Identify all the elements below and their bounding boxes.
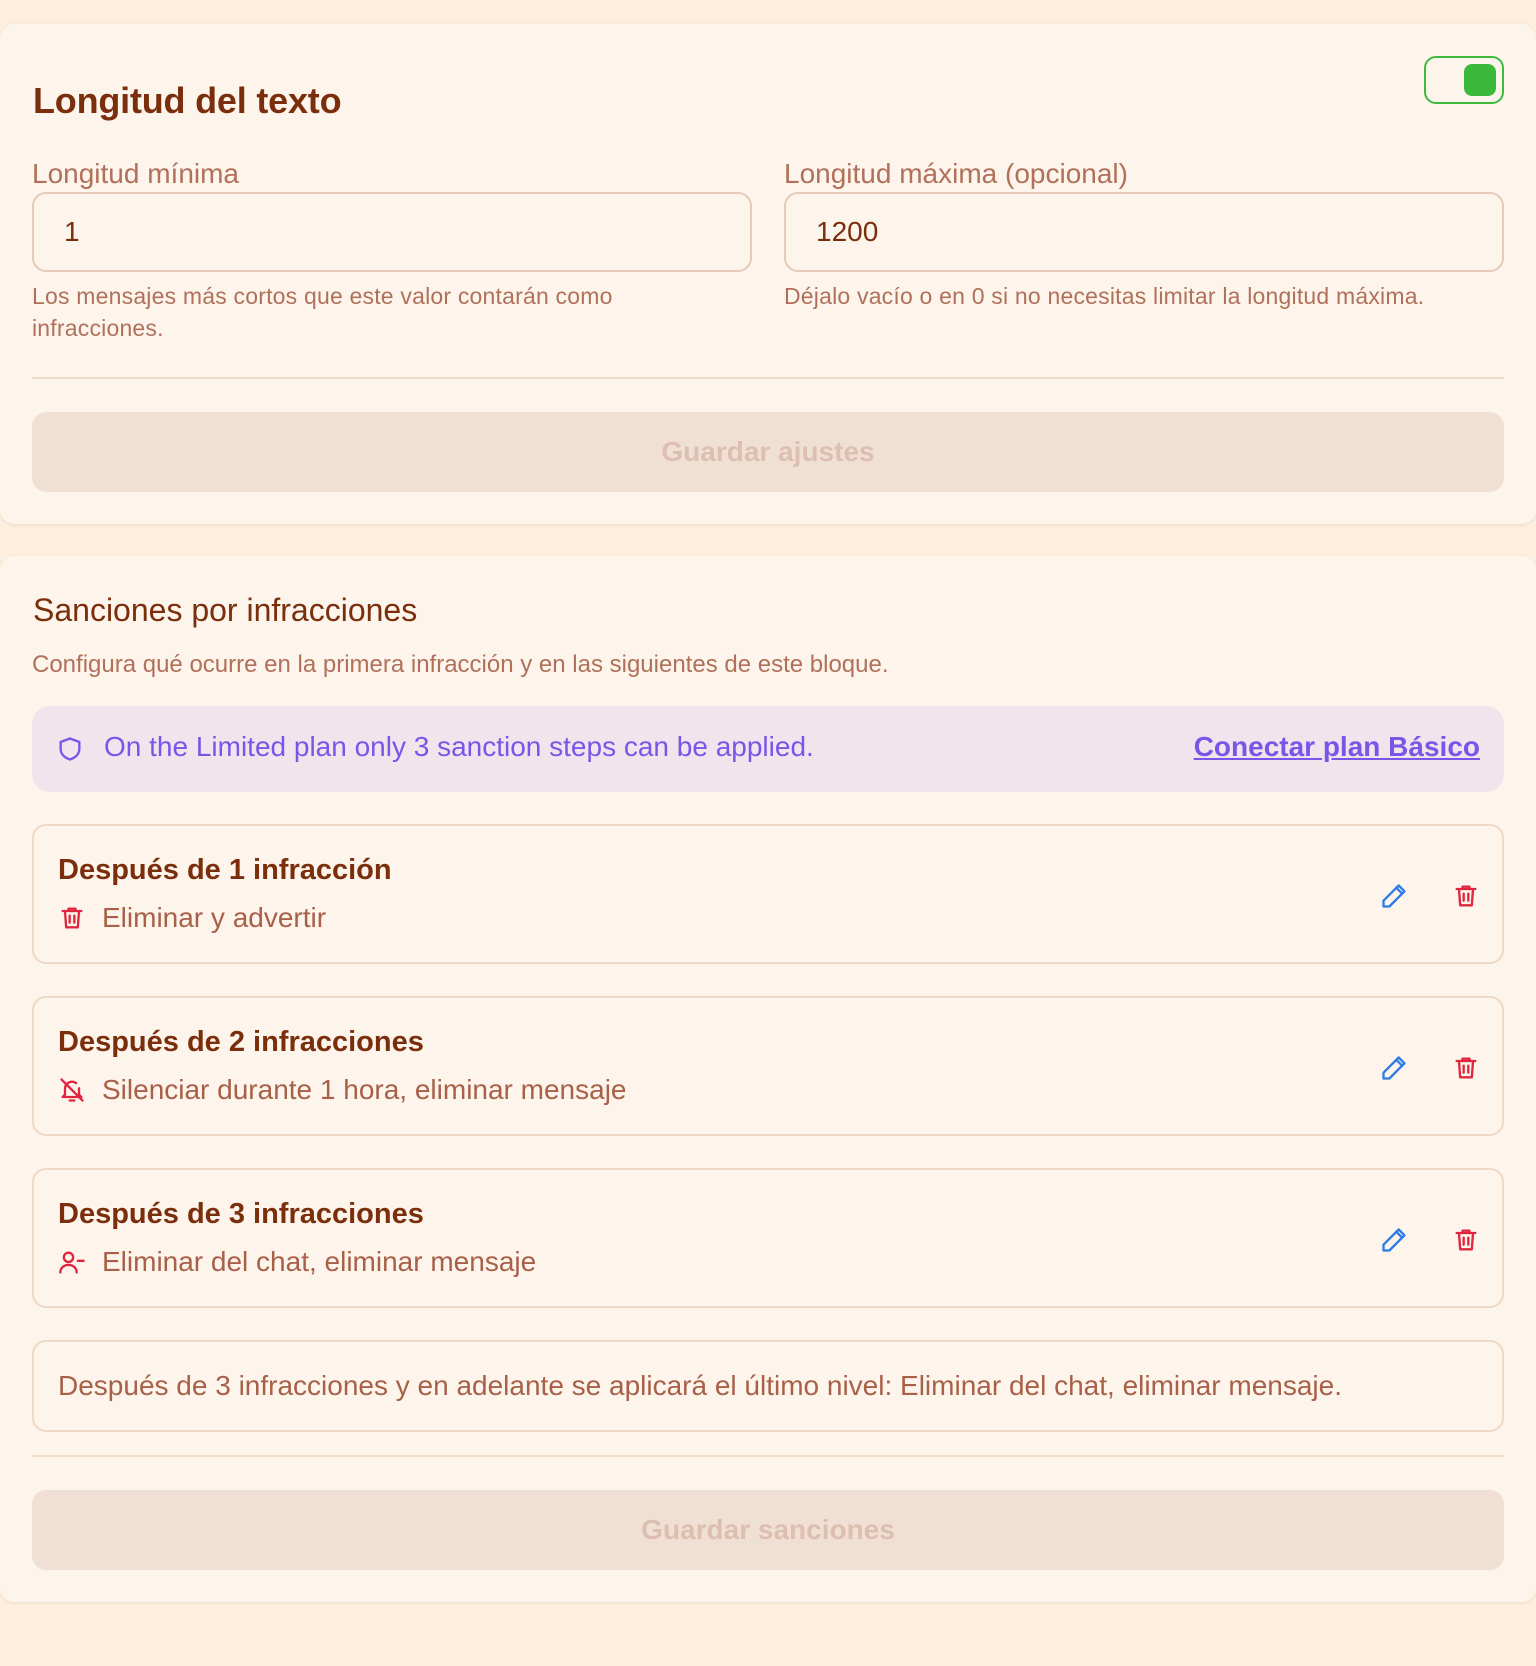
divider	[32, 1455, 1504, 1457]
trash-icon	[58, 904, 86, 932]
edit-step-button[interactable]	[1376, 1222, 1412, 1258]
delete-step-button[interactable]	[1448, 1050, 1484, 1086]
step-title: Después de 3 infracciones	[58, 1198, 424, 1230]
min-length-help: Los mensajes más cortos que este valor contarán como infracciones.	[32, 283, 613, 341]
sanctions-subtitle: Configura qué ocurre en la primera infracción y en las siguientes de este bloque.	[32, 651, 889, 678]
step-title: Después de 1 infracción	[58, 854, 392, 886]
max-length-input[interactable]	[784, 192, 1504, 272]
text-length-card	[0, 24, 1536, 524]
trash-icon	[1452, 1054, 1480, 1082]
sanction-step-1	[32, 824, 1504, 964]
text-length-toggle[interactable]	[1424, 56, 1504, 104]
text-length-title: Longitud del texto	[33, 80, 342, 121]
toggle-knob	[1464, 64, 1496, 96]
trash-icon	[1452, 1226, 1480, 1254]
trash-icon	[1452, 882, 1480, 910]
sanction-step-2	[32, 996, 1504, 1136]
edit-step-button[interactable]	[1376, 1050, 1412, 1086]
edit-step-button[interactable]	[1376, 878, 1412, 914]
plan-limit-text: On the Limited plan only 3 sanction steps can be applied.	[104, 731, 814, 762]
delete-step-button[interactable]	[1448, 878, 1484, 914]
sanctions-card	[0, 556, 1536, 1602]
shield-icon	[56, 735, 84, 763]
step-action: Eliminar del chat, eliminar mensaje	[102, 1246, 537, 1277]
user-minus-icon	[58, 1248, 86, 1276]
divider	[32, 377, 1504, 379]
delete-step-button[interactable]	[1448, 1222, 1484, 1258]
min-length-input[interactable]	[32, 192, 752, 272]
sanctions-title: Sanciones por infracciones	[33, 592, 418, 628]
pencil-icon	[1380, 1054, 1408, 1082]
save-sanctions-button[interactable]: Guardar sanciones	[32, 1490, 1504, 1570]
connect-basic-plan-link[interactable]: Conectar plan Básico	[1193, 731, 1480, 762]
sanction-step-3	[32, 1168, 1504, 1308]
bell-off-icon	[58, 1076, 86, 1104]
plan-limit-notice	[32, 706, 1504, 792]
step-action: Eliminar y advertir	[102, 902, 327, 933]
last-level-summary	[32, 1340, 1504, 1432]
step-title: Después de 2 infracciones	[58, 1026, 424, 1058]
summary-text: Después de 3 infracciones y en adelante se aplicará el último nivel: Eliminar del chat, eliminar mensaje.	[58, 1370, 1342, 1401]
max-length-label: Longitud máxima (opcional)	[784, 158, 1128, 189]
step-action: Silenciar durante 1 hora, eliminar mensaje	[102, 1074, 627, 1105]
pencil-icon	[1380, 882, 1408, 910]
pencil-icon	[1380, 1226, 1408, 1254]
min-length-label: Longitud mínima	[32, 158, 240, 189]
save-settings-button[interactable]: Guardar ajustes	[32, 412, 1504, 492]
max-length-help: Déjalo vacío o en 0 si no necesitas limitar la longitud máxima.	[784, 283, 1425, 309]
